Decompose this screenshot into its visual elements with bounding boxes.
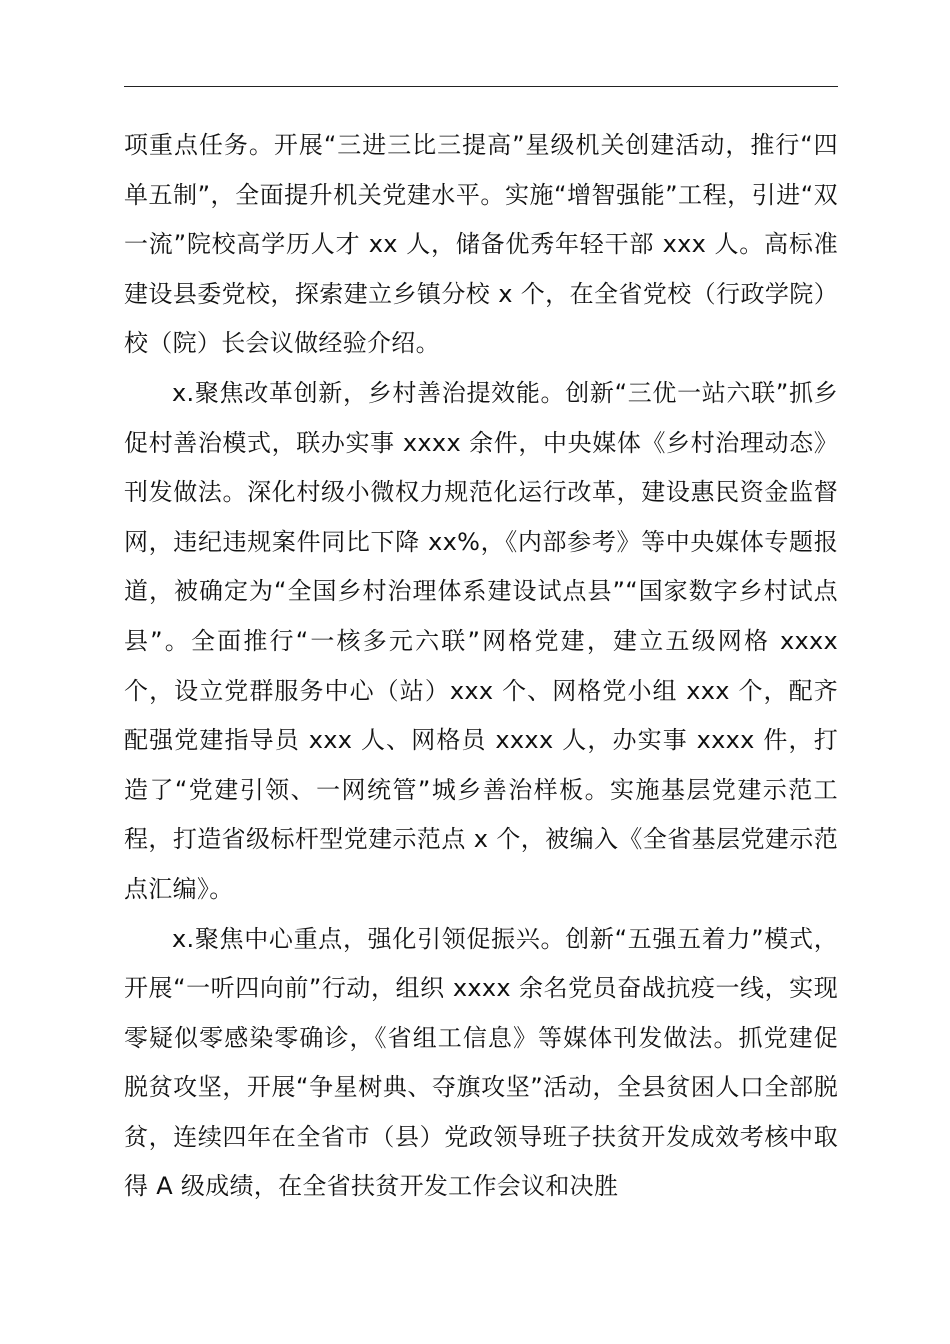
document-body	[124, 121, 838, 1212]
header-rule	[124, 86, 838, 87]
paragraph-reform-innovation: x.聚焦改革创新，乡村善治提效能。创新“三优一站六联”抓乡促村善治模式，联办实事 xxxx 余件，中央媒体《乡村治理动态》刊发做法。深化村级小微权力规范化运行改革，建设惠民资金监督网，违纪违规案件同比下降 xx%，《内部参考》等中央媒体专题报道，被确定为“全国乡村治理体系建设试点县”“国家数字乡村试点县”。全面推行“一核多元六联”网格党建，建立五级网格 xxxx 个，设立党群服务中心（站）xxx 个、网格党小组 xxx 个，配齐配强党建指导员 xxx 人、网格员 xxxx 人，办实事 xxxx 件，打造了“党建引领、一网统管”城乡善治样板。实施基层党建示范工程，打造省级标杆型党建示范点 x 个，被编入《全省基层党建示范点汇编》。	[124, 378, 838, 903]
paragraph-continuation: 项重点任务。开展“三进三比三提高”星级机关创建活动，推行“四单五制”，全面提升机关党建水平。实施“增智强能”工程，引进“双一流”院校高学历人才 xx 人，储备优秀年轻干部 xxx 人。高标准建设县委党校，探索建立乡镇分校 x 个，在全省党校（行政学院）校（院）长会议做经验介绍。	[124, 131, 838, 358]
paragraph-center-focus: x.聚焦中心重点，强化引领促振兴。创新“五强五着力”模式，开展“一听四向前”行动，组织 xxxx 余名党员奋战抗疫一线，实现零疑似零感染零确诊，《省组工信息》等媒体刊发做法。抓党建促脱贫攻坚，开展“争星树典、夺旗攻坚”活动，全县贫困人口全部脱贫，连续四年在全省市（县）党政领导班子扶贫开发成效考核中取得 A 级成绩，在全省扶贫开发工作会议和决胜	[124, 924, 838, 1201]
